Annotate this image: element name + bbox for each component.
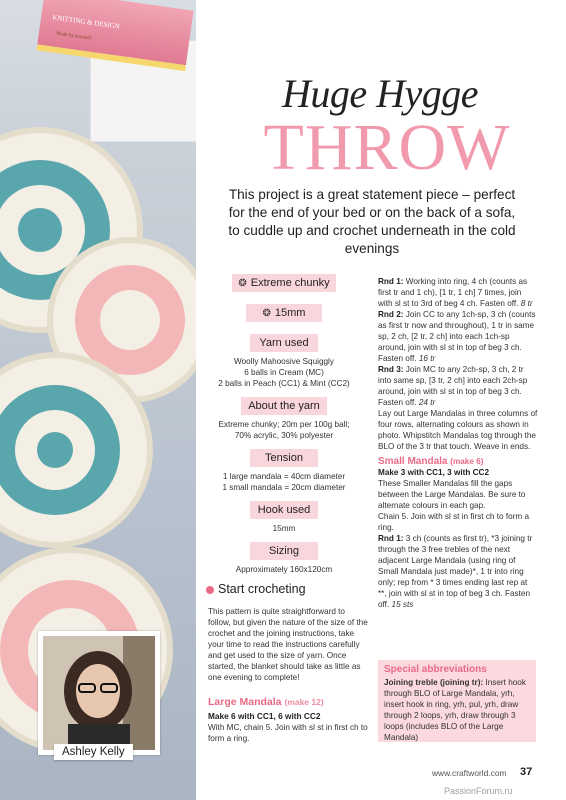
designer-photo bbox=[43, 636, 155, 750]
title-line-2: THROW bbox=[263, 111, 511, 184]
about-yarn-heading: About the yarn bbox=[241, 397, 327, 415]
tension-info bbox=[204, 471, 364, 493]
pattern-column bbox=[378, 276, 538, 610]
large-mandala-body: With MC, chain 5. Join with sl st in first ch to form a ring. bbox=[208, 723, 368, 743]
designer-portrait bbox=[38, 631, 160, 755]
page-number: 37 bbox=[520, 766, 533, 778]
round-instruction bbox=[378, 276, 538, 309]
round-text: Join MC to any 2ch-sp, 3 ch, 2 tr into same sp, [3 tr, 2 ch] into each 2ch-sp around, join with sl st in top of beg 3 ch. Fasten off. bbox=[378, 365, 528, 407]
magazine-title: KNITTING & DESIGN bbox=[51, 13, 121, 31]
abbreviations-heading: Special abbreviations bbox=[384, 664, 487, 675]
round-text: Join CC to any 1ch-sp, 3 ch (counts as first tr now and throughout), 1 tr in same sp, 2 ch, [2 tr, 2 ch] into each 1ch-sp around, join with sl st in top of beg 3 ch. Fasten off. bbox=[378, 310, 536, 363]
about-yarn-info bbox=[204, 419, 364, 441]
sizing-info bbox=[204, 564, 364, 575]
small-mandala-title bbox=[378, 456, 538, 467]
watermark: PassionForum.ru bbox=[444, 786, 513, 796]
small-mandala-body: These Smaller Mandalas fill the gaps between the Large Mandalas. Be sure to alternate colours in each gap. bbox=[378, 479, 526, 510]
title-line-1: Huge Hygge bbox=[281, 71, 479, 116]
small-mandala-subtitle-text: Make 3 with CC1, 3 with CC2 bbox=[378, 468, 490, 477]
tension-line: 1 small mandala = 20cm diameter bbox=[222, 483, 346, 492]
small-mandala-chain: Chain 5. Join with sl st in first ch to form a ring. bbox=[378, 512, 530, 532]
yarn-used-info bbox=[204, 356, 364, 389]
hook-used-heading: Hook used bbox=[250, 501, 318, 519]
weight-label: Extreme chunky bbox=[250, 277, 330, 289]
layout-instructions: Lay out Large Mandalas in three columns of four rows, alternating colours as shown in photo. Whipstitch Mandalas tog through the BLO of the 3 tr that touch. Weave in ends. bbox=[378, 409, 538, 451]
abbreviations-body bbox=[384, 677, 532, 743]
hook-used-info bbox=[204, 523, 364, 534]
hook-size-pill bbox=[246, 304, 322, 322]
large-mandala-count: (make 12) bbox=[284, 697, 324, 707]
round-text: 3 ch (counts as first tr), *3 joining tr through the 3 free trebles of the next adjacent Large Mandala (using ring of Small Mandala just made)*, 1 tr into ring only; rep from * 3 times ending last rep at **, join with sl st in top of beg 3 ch. Fasten off. bbox=[378, 534, 533, 609]
intro-text: This project is a great statement piece – perfect for the end of your bed or on the back of a sofa, to cuddle up and crochet underneath in the cold evenings bbox=[228, 187, 516, 256]
hook-used-line: 15mm bbox=[272, 524, 296, 533]
start-body: This pattern is quite straightforward to follow, but given the nature of the size of the crochet and the joining instructions, take your time to read the instructions carefully and get used to the size of yarn. Once started, the blanket should take as little as one evening to complete! bbox=[208, 607, 368, 682]
small-mandala-round bbox=[378, 533, 538, 610]
designer-name: Ashley Kelly bbox=[54, 744, 133, 760]
dot-icon: ❂ bbox=[262, 308, 271, 319]
yarn-used-line: 6 balls in Cream (MC) bbox=[244, 368, 324, 377]
round-label: Rnd 1: bbox=[378, 277, 404, 286]
sizing-heading: Sizing bbox=[250, 542, 318, 560]
start-heading bbox=[206, 582, 306, 596]
weight-pill bbox=[232, 274, 336, 292]
round-count: 15 sts bbox=[391, 600, 414, 609]
footer-website: www.craftworld.com bbox=[432, 768, 507, 778]
round-text: Working into ring, 4 ch (counts as first tr and 1 ch), [1 tr, 1 ch] 7 times, join with sl st to 3rd of beg 4 ch. Fasten off. bbox=[378, 277, 528, 308]
yarn-ball-icon: ❂ bbox=[238, 278, 247, 289]
round-instruction bbox=[378, 309, 538, 364]
small-mandala-count: (make 6) bbox=[450, 457, 484, 466]
start-heading-text: Start crocheting bbox=[218, 582, 306, 596]
hook-size-label: 15mm bbox=[274, 307, 306, 319]
round-count: 8 tr bbox=[520, 299, 533, 308]
abbreviation-text: Insert hook through BLO of Large Mandala, yrh, insert hook in ring, yrh, pul, yrh, draw through 2 loops, yrh, draw through 3 loops (includes BLO of the Large Mandala) bbox=[384, 678, 526, 742]
bullet-dot-icon bbox=[206, 586, 214, 594]
about-yarn-line: Extreme chunky; 20m per 100g ball; bbox=[218, 420, 350, 429]
abbreviation-term: Joining treble (joining tr): bbox=[384, 678, 484, 687]
round-count: 16 tr bbox=[418, 354, 436, 363]
yarn-used-heading: Yarn used bbox=[250, 334, 318, 352]
round-label: Rnd 2: bbox=[378, 310, 404, 319]
large-mandala-subtitle: Make 6 with CC1, 6 with CC2 bbox=[208, 711, 321, 721]
abbreviations-box bbox=[378, 660, 536, 742]
about-yarn-line: 70% acrylic, 30% polyester bbox=[234, 431, 334, 440]
round-instruction bbox=[378, 364, 538, 408]
sizing-line: Approximately 160x120cm bbox=[235, 565, 333, 574]
yarn-used-line: 2 balls in Peach (CC1) & Mint (CC2) bbox=[218, 379, 350, 388]
round-count: 24 tr bbox=[418, 398, 436, 407]
small-mandala-title-text: Small Mandala bbox=[378, 456, 448, 467]
specs-column bbox=[204, 274, 364, 583]
tension-heading: Tension bbox=[250, 449, 318, 467]
large-mandala-title-text: Large Mandala bbox=[208, 696, 282, 708]
round-label: Rnd 3: bbox=[378, 365, 404, 374]
tension-line: 1 large mandala = 40cm diameter bbox=[222, 472, 346, 481]
large-mandala-title bbox=[208, 696, 324, 708]
magazine-subtitle: Made by yourself bbox=[55, 31, 92, 42]
designer-silhouette bbox=[43, 636, 155, 750]
yarn-used-line: Woolly Mahoosive Squiggly bbox=[234, 357, 334, 366]
round-label: Rnd 1: bbox=[378, 534, 404, 543]
small-mandala-subtitle bbox=[378, 467, 538, 478]
